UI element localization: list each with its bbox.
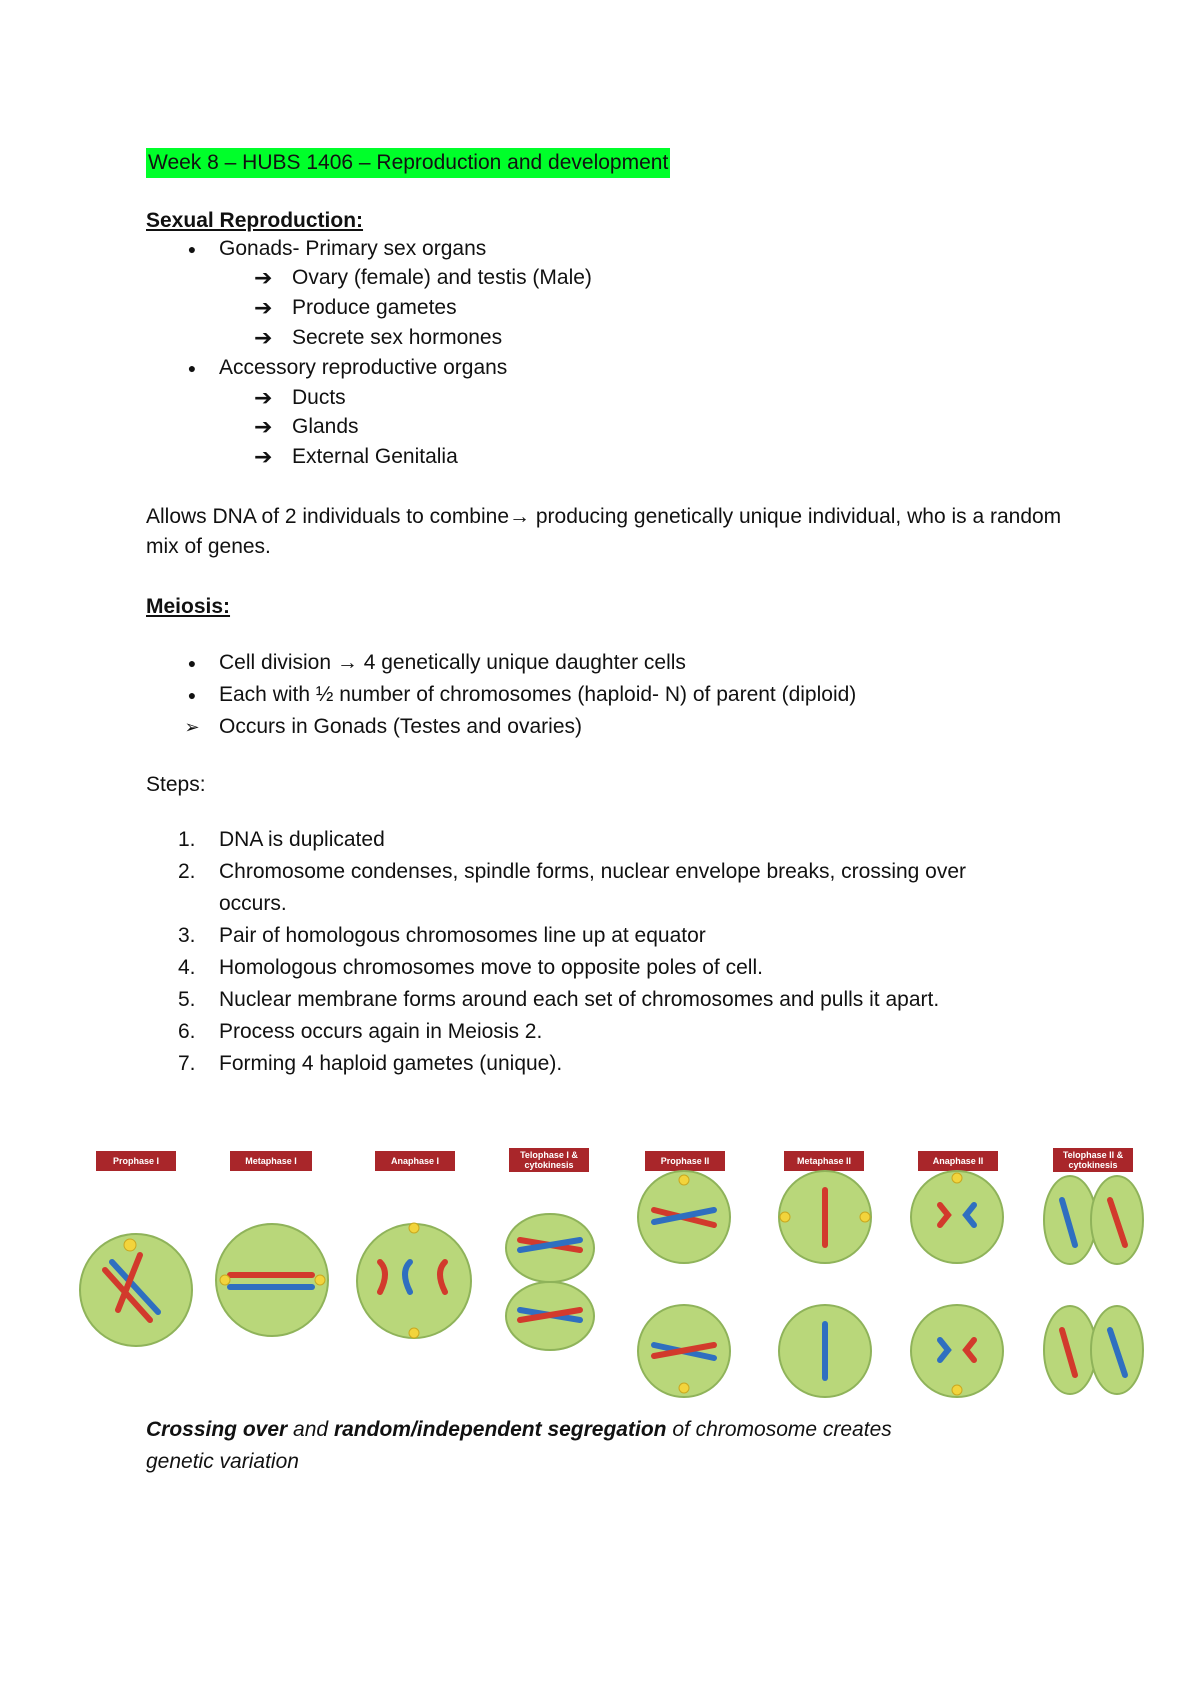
list-item: Secrete sex hormones bbox=[292, 326, 503, 349]
cell-anaphase-1 bbox=[357, 1224, 471, 1338]
step-number: 6. bbox=[178, 1020, 196, 1043]
cell-telophase-2-top-left bbox=[1044, 1176, 1096, 1264]
list-item: Each with ½ number of chromosomes (haploid- N) of parent (diploid) bbox=[219, 683, 857, 706]
list-item: External Genitalia bbox=[292, 445, 458, 468]
chromosome bbox=[1110, 1330, 1125, 1375]
sexual-reproduction-heading: Sexual Reproduction: bbox=[146, 209, 364, 232]
chromosome bbox=[654, 1210, 714, 1222]
centrosome bbox=[952, 1173, 962, 1183]
dna-paragraph: Allows DNA of 2 individuals to combine→ producing genetically unique individual, who is a random mix of genes. bbox=[146, 505, 1062, 558]
chromosome bbox=[966, 1205, 974, 1225]
chromosome bbox=[520, 1240, 580, 1250]
chromosome bbox=[1062, 1200, 1075, 1245]
conclusion-bold-1: Crossing over bbox=[146, 1418, 288, 1441]
step-number: 1. bbox=[178, 828, 196, 851]
centrosome bbox=[952, 1385, 962, 1395]
page-title: Week 8 – HUBS 1406 – Reproduction and development bbox=[146, 148, 670, 178]
bullet-dot: ● bbox=[187, 655, 197, 671]
phase-label: Metaphase II bbox=[784, 1151, 864, 1171]
list-item: Ducts bbox=[292, 386, 346, 409]
list-item: Occurs in Gonads (Testes and ovaries) bbox=[219, 715, 582, 738]
cell-telophase-1-top bbox=[506, 1214, 594, 1282]
centrosome bbox=[679, 1175, 689, 1185]
chromosome bbox=[1110, 1200, 1125, 1245]
arrow-icon: ➔ bbox=[254, 325, 273, 350]
step-number: 7. bbox=[178, 1052, 196, 1075]
chromosome bbox=[105, 1270, 150, 1320]
chromosome bbox=[1062, 1330, 1075, 1375]
centrosome bbox=[409, 1328, 419, 1338]
conclusion-mid: and bbox=[287, 1418, 334, 1441]
chromosome bbox=[654, 1210, 714, 1225]
arrow-icon: ➔ bbox=[254, 265, 273, 290]
arrow-icon: ➔ bbox=[254, 385, 273, 410]
chromosome bbox=[380, 1262, 385, 1292]
cell-prophase-2-bottom bbox=[638, 1305, 730, 1397]
step-item: Forming 4 haploid gametes (unique). bbox=[219, 1052, 563, 1075]
centrosome bbox=[780, 1212, 790, 1222]
arrow-icon: ➔ bbox=[254, 295, 273, 320]
arrowhead-icon: ➢ bbox=[184, 717, 200, 737]
chromosome bbox=[966, 1340, 974, 1360]
cell-telophase-2-top-right bbox=[1091, 1176, 1143, 1264]
chromosome bbox=[520, 1240, 580, 1250]
cell-prophase-2-top bbox=[638, 1171, 730, 1263]
cell-metaphase-1 bbox=[216, 1224, 328, 1336]
centrosome bbox=[860, 1212, 870, 1222]
conclusion-text bbox=[146, 1414, 906, 1478]
cell-metaphase-2-bottom bbox=[779, 1305, 871, 1397]
list-item: Ovary (female) and testis (Male) bbox=[292, 266, 592, 289]
centrosome bbox=[409, 1223, 419, 1233]
chromosome bbox=[654, 1345, 714, 1356]
chromosome bbox=[118, 1255, 140, 1310]
list-item: Cell division → 4 genetically unique daughter cells bbox=[219, 651, 686, 674]
step-number: 2. bbox=[178, 860, 196, 883]
chromosome bbox=[940, 1205, 948, 1225]
step-item: DNA is duplicated bbox=[219, 828, 385, 851]
phase-label: Telophase I & cytokinesis bbox=[509, 1148, 589, 1172]
list-item: Produce gametes bbox=[292, 296, 457, 319]
chromosome bbox=[520, 1310, 580, 1320]
step-item: Pair of homologous chromosomes line up at equator bbox=[219, 924, 706, 947]
phase-label: Anaphase I bbox=[375, 1151, 455, 1171]
bullet-dot: ● bbox=[187, 360, 197, 376]
step-number: 3. bbox=[178, 924, 196, 947]
centrosome bbox=[315, 1275, 325, 1285]
cell-anaphase-2-top bbox=[911, 1171, 1003, 1263]
cell-telophase-2-bottom-left bbox=[1044, 1306, 1096, 1394]
meiosis-heading: Meiosis: bbox=[146, 595, 231, 618]
chromosome bbox=[405, 1262, 410, 1292]
cell-metaphase-2-top bbox=[779, 1171, 871, 1263]
phase-label: Metaphase I bbox=[230, 1151, 312, 1171]
step-item: Process occurs again in Meiosis 2. bbox=[219, 1020, 543, 1043]
arrow-icon: ➔ bbox=[254, 444, 273, 469]
chromosome bbox=[520, 1310, 580, 1320]
centrosome bbox=[220, 1275, 230, 1285]
conclusion-end: of chromosome creates genetic variation bbox=[146, 1418, 892, 1473]
step-number: 5. bbox=[178, 988, 196, 1011]
chromosome bbox=[440, 1262, 445, 1292]
chromosome bbox=[654, 1345, 714, 1358]
phase-label: Anaphase II bbox=[918, 1151, 998, 1171]
chromosome bbox=[940, 1340, 948, 1360]
cell-prophase-1 bbox=[80, 1234, 192, 1346]
step-item: Chromosome condenses, spindle forms, nuclear envelope breaks, crossing over bbox=[219, 860, 967, 883]
chromosome bbox=[112, 1262, 158, 1312]
cell-anaphase-2-bottom bbox=[911, 1305, 1003, 1397]
cell-telophase-1-bottom bbox=[506, 1282, 594, 1350]
centrosome bbox=[124, 1239, 136, 1251]
step-item: Homologous chromosomes move to opposite poles of cell. bbox=[219, 956, 763, 979]
list-item: Gonads- Primary sex organs bbox=[219, 237, 487, 260]
list-item: Accessory reproductive organs bbox=[219, 356, 508, 379]
arrow-icon: ➔ bbox=[254, 414, 273, 439]
steps-heading: Steps: bbox=[146, 773, 206, 796]
bullet-dot: ● bbox=[187, 687, 197, 703]
centrosome bbox=[679, 1383, 689, 1393]
bullet-dot: ● bbox=[187, 241, 197, 257]
phase-label: Telophase II & cytokinesis bbox=[1053, 1148, 1133, 1172]
list-item: Glands bbox=[292, 415, 359, 438]
phase-label: Prophase II bbox=[645, 1151, 725, 1171]
step-number: 4. bbox=[178, 956, 196, 979]
step-item-continued: occurs. bbox=[219, 892, 287, 915]
cell-telophase-2-bottom-right bbox=[1091, 1306, 1143, 1394]
conclusion-bold-2: random/independent segregation bbox=[333, 1418, 667, 1441]
step-item: Nuclear membrane forms around each set of chromosomes and pulls it apart. bbox=[219, 988, 940, 1011]
phase-label: Prophase I bbox=[96, 1151, 176, 1171]
